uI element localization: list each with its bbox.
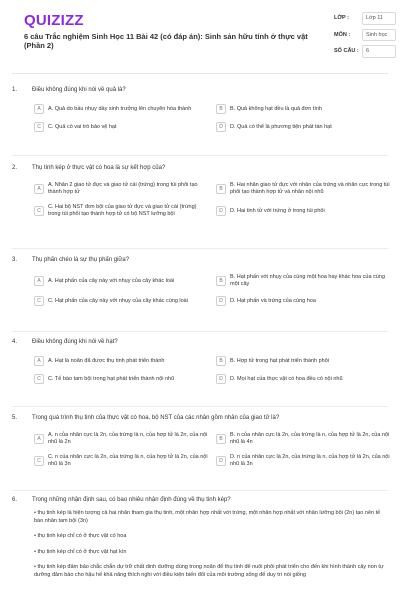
option-text: B. Quả không hạt đều là quả đơn tính (230, 105, 322, 112)
question-5 (12, 414, 390, 468)
option-d[interactable] (216, 204, 390, 218)
question-text: Trong những nhận định sau, có bao nhiêu nhận định đúng về thụ tinh kép? (32, 497, 231, 503)
option-letter: C (34, 122, 44, 132)
statement-item: • thụ tinh kép chỉ có ở thực vật có hoa (34, 533, 127, 539)
option-text: B. Hợp tử trong hạt phát triển thành phôi (230, 357, 330, 364)
question-header (12, 414, 390, 422)
option-text: B. n của nhân cực là 2n, của trứng là n, của hợp tử là 2n, của nội nhũ là 4n (230, 432, 390, 445)
question-number: 2. (12, 165, 18, 171)
option-text: C. Hạt phấn của cây này với nhụy của cây khác cùng loài (48, 297, 188, 304)
question-text: Trong quá trình thụ tinh của thực vật có hoa, bộ NST của các nhân gồm nhân của giao tử là? (32, 415, 280, 421)
option-c[interactable] (34, 374, 208, 384)
option-letter: A (34, 434, 44, 444)
option-b[interactable] (216, 182, 390, 196)
option-b[interactable] (216, 432, 390, 446)
option-letter: C (34, 206, 44, 216)
option-text: C. n của nhân cực là 2n, của trứng là n, của hợp tử là 2n, của nội nhũ là 3n (48, 454, 208, 467)
option-text: D. Hạt phấn và trứng của cùng hoa (230, 297, 316, 304)
answer-options (12, 274, 390, 306)
option-d[interactable] (216, 296, 390, 306)
worksheet-header (12, 0, 388, 74)
option-text: D. Mọi hạt của thực vật có hoa đều có nội nhũ (230, 375, 343, 382)
option-letter: B (216, 356, 226, 366)
option-text: C. Quả có vai trò bảo vệ hạt (48, 123, 117, 130)
statement-item: • thụ tinh kép đảm bảo chắc chắn dự trữ chất dinh dưỡng dùng trong noãn để thụ tinh để nuôi phôi phát triển cho đến khi hình thành cây non tự dưỡng đảm bảo cho hậu hế khả năng thích nghi với điều kiện biến đổi của môi trường sống để duy trì nòi giống (34, 564, 384, 578)
question-4 (12, 338, 390, 384)
question-1 (12, 86, 390, 132)
meta-row-count (334, 45, 400, 58)
option-text: A. n của nhân cực là 2n, của trứng là n, của hợp tử là 2n, của nội nhũ là 2n (48, 432, 208, 445)
option-b[interactable] (216, 356, 390, 366)
question-divider (12, 155, 388, 156)
option-text: A. Nhân 2 giao tử đực và giao tử cái (trứng) trong túi phôi tạo thành hợp tử (48, 182, 198, 195)
option-c[interactable] (34, 296, 208, 306)
answer-options (12, 432, 390, 468)
option-text: B. Hai nhân giao tử đực với nhân của trứng và nhân cực trong túi phôi tạo thành hợp tử và nhân nội nhũ (230, 182, 390, 195)
option-a[interactable] (34, 432, 208, 446)
option-text: B. Hạt phấn với nhụy của cùng một hoa hay khác hoa của cùng một cây (230, 274, 385, 287)
worksheet-title: 6 câu Trắc nghiệm Sinh Học 11 Bài 42 (có đáp án): Sinh sản hữu tính ở thực vật (Phần 2) (24, 32, 308, 50)
question-number: 5. (12, 415, 18, 421)
option-text: C. Tế bào tam bội trong hạt phát triển thành nội nhũ (48, 375, 175, 382)
question-header (12, 164, 390, 172)
question-divider (12, 490, 388, 491)
option-letter: C (34, 374, 44, 384)
question-text: Điều không đúng khi nói về hạt? (32, 339, 118, 345)
option-a[interactable] (34, 356, 208, 366)
question-number: 3. (12, 257, 18, 263)
question-header (12, 256, 390, 264)
question-header (12, 86, 390, 94)
question-text: Thụ tinh kép ở thực vật có hoa là sự kết hợp của? (32, 165, 166, 171)
meta-row-class (334, 12, 400, 25)
option-d[interactable] (216, 454, 390, 468)
option-letter: B (216, 184, 226, 194)
option-c[interactable] (34, 204, 208, 218)
statement-item: • thụ tinh kép là hiện tượng cả hai nhân tham gia thụ tinh, một nhân hợp nhất với trứng, một nhân hợp nhất với nhân lưỡng bội (2n) tạo nên tế bào nhân tam bội (3n) (34, 510, 381, 524)
option-letter: A (34, 184, 44, 194)
meta-value-subject: Sinh học (362, 29, 396, 42)
meta-value-class: Lớp 11 (362, 12, 396, 25)
question-header (12, 338, 390, 346)
option-letter: D (216, 122, 226, 132)
option-a[interactable] (34, 104, 208, 114)
question-number: 4. (12, 339, 18, 345)
statement-item: • thụ tinh kép chỉ có ở thực vật hạt kín (34, 548, 127, 555)
option-letter: D (216, 374, 226, 384)
meta-label: MÔN : (334, 31, 351, 38)
question-divider (12, 406, 388, 407)
meta-value-count: 6 (362, 45, 396, 58)
option-text: A. Hạt là noãn đã được thụ tinh phát triển thành (48, 357, 165, 364)
option-c[interactable] (34, 454, 208, 468)
question-3 (12, 256, 390, 306)
statement-list (12, 510, 390, 579)
option-a[interactable] (34, 274, 208, 288)
option-c[interactable] (34, 122, 208, 132)
worksheet-meta (334, 12, 400, 62)
option-a[interactable] (34, 182, 208, 196)
question-divider (12, 248, 388, 249)
option-letter: D (216, 296, 226, 306)
meta-label: SỐ CÂU : (334, 48, 359, 54)
option-d[interactable] (216, 374, 390, 384)
meta-label: LỚP : (334, 15, 349, 21)
answer-options (12, 104, 390, 132)
option-letter: B (216, 276, 226, 286)
option-text: A. Hạt phấn của cây này với nhụy của cây khác loài (48, 277, 175, 284)
option-letter: D (216, 456, 226, 466)
option-letter: C (34, 456, 44, 466)
answer-options (12, 356, 390, 384)
option-letter: A (34, 276, 44, 286)
question-number: 6. (12, 497, 18, 503)
option-b[interactable] (216, 104, 390, 114)
option-letter: C (34, 296, 44, 306)
question-6 (12, 496, 390, 587)
option-letter: A (34, 104, 44, 114)
option-letter: A (34, 356, 44, 366)
question-2 (12, 164, 390, 218)
option-letter: B (216, 434, 226, 444)
option-b[interactable] (216, 274, 390, 288)
option-text: D. Hai tinh tử với trứng ở trong túi phôi (230, 207, 325, 214)
quizizz-logo[interactable]: QUIZIZZ (24, 12, 84, 29)
option-letter: B (216, 104, 226, 114)
answer-options (12, 182, 390, 218)
option-text: A. Quả do bầu nhụy dày sinh trưởng lên chuyên hóa thành (48, 105, 192, 112)
option-d[interactable] (216, 122, 390, 132)
option-letter: D (216, 206, 226, 216)
meta-row-subject (334, 29, 400, 42)
question-divider (12, 331, 388, 332)
option-text: D. n của nhân cực là 2n, của trứng là n, của hợp tử là 2n, của nội nhũ là 3n (230, 454, 390, 467)
question-text: Thụ phấn chéo là sự thụ phấn giữa? (32, 257, 130, 263)
option-text: C. Hai bộ NST đơn bội của giao tử đực và giao tử cái (trứng) trong túi phôi tạo thành hợp tử có bộ NST lưỡng bội (48, 204, 197, 217)
question-header (12, 496, 390, 504)
question-number: 1. (12, 87, 18, 93)
option-text: D. Quả có thể là phương tiện phát tán hạt (230, 123, 332, 130)
question-text: Điều không đúng khi nói về quả là? (32, 87, 126, 93)
